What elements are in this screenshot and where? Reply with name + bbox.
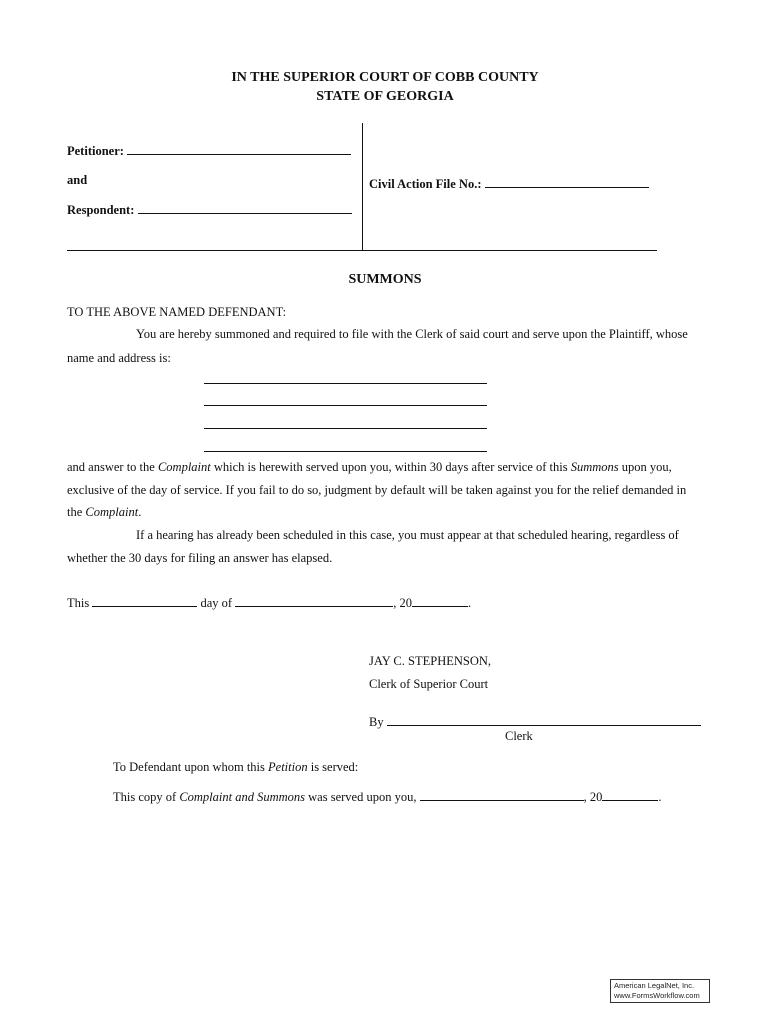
respondent-label: Respondent:	[67, 203, 135, 217]
by-line	[369, 714, 701, 730]
p2-text-b: which is herewith served upon you, within 30 days after service of this	[210, 460, 571, 474]
petitioner-field[interactable]	[127, 143, 351, 155]
p2-line3-complaint: Complaint	[85, 505, 139, 519]
service-line-1	[113, 760, 358, 775]
service-line1-b: is served:	[307, 760, 359, 774]
respondent-row	[67, 202, 352, 218]
civil-action-field[interactable]	[485, 176, 649, 188]
clerk-name: JAY C. STEPHENSON,	[369, 654, 492, 668]
paragraph-3-line-1: If a hearing has already been scheduled in this case, you must appear at that scheduled hearing, regardless of	[136, 528, 679, 542]
stamp-line-1: American LegalNet, Inc.	[614, 981, 695, 990]
date-period: .	[467, 596, 472, 610]
salutation: TO THE ABOVE NAMED DEFENDANT:	[67, 305, 287, 319]
paragraph-1-line-2: name and address is:	[67, 351, 171, 365]
year-field[interactable]	[412, 595, 468, 607]
plaintiff-address-line-3[interactable]	[204, 428, 487, 429]
p2-line3-b: .	[138, 505, 142, 519]
p2-summons: Summons	[570, 460, 619, 474]
paragraph-3-line-2: whether the 30 days for filing an answer has elapsed.	[67, 551, 333, 565]
clerk-label: Clerk	[505, 729, 533, 743]
petitioner-label: Petitioner:	[67, 144, 124, 158]
service-petition: Petition	[268, 760, 308, 774]
service-line2-b: was served upon you,	[305, 790, 420, 804]
service-year-field[interactable]	[602, 789, 658, 801]
month-field[interactable]	[235, 595, 393, 607]
stamp-line-2: www.FormsWorkflow.com	[614, 991, 700, 1000]
civil-action-row	[369, 176, 649, 192]
day-field[interactable]	[92, 595, 197, 607]
p2-text-c: upon you,	[618, 460, 672, 474]
and-label: and	[67, 173, 88, 187]
by-label: By	[369, 715, 384, 729]
p2-line3-a: the	[67, 505, 86, 519]
caption-horizontal-divider	[67, 250, 657, 251]
service-line2-a: This copy of	[113, 790, 180, 804]
service-year-prefix: , 20	[583, 790, 603, 804]
clerk-signature-field[interactable]	[387, 714, 701, 726]
publisher-stamp	[610, 979, 710, 1003]
plaintiff-address-line-2[interactable]	[204, 405, 487, 406]
court-title: IN THE SUPERIOR COURT OF COBB COUNTY	[231, 70, 539, 85]
p2-text-a: and answer to the	[67, 460, 158, 474]
state-title: STATE OF GEORGIA	[316, 89, 454, 104]
service-complaint-summons: Complaint and Summons	[179, 790, 306, 804]
respondent-field[interactable]	[138, 202, 352, 214]
day-of-label: day of	[200, 596, 233, 610]
service-date-field[interactable]	[420, 789, 584, 801]
summons-title: SUMMONS	[348, 272, 422, 287]
paragraph-2-line-3	[67, 505, 141, 520]
petitioner-row	[67, 143, 351, 159]
year-prefix: , 20	[393, 596, 412, 610]
service-period: .	[658, 790, 662, 804]
this-label: This	[67, 596, 90, 610]
p2-complaint: Complaint	[157, 460, 211, 474]
clerk-title: Clerk of Superior Court	[369, 677, 489, 691]
date-line	[67, 595, 471, 611]
paragraph-2-line-1	[67, 460, 672, 475]
paragraph-1-line-1: You are hereby summoned and required to file with the Clerk of said court and serve upon the Plaintiff, whose	[136, 327, 688, 341]
plaintiff-address-line-4[interactable]	[204, 451, 487, 452]
paragraph-2-line-2: exclusive of the day of service. If you fail to do so, judgment by default will be taken against you for the relief demanded in	[67, 483, 687, 497]
caption-vertical-divider	[362, 123, 363, 251]
civil-action-label: Civil Action File No.:	[369, 177, 482, 191]
plaintiff-address-line-1[interactable]	[204, 383, 487, 384]
service-line-2	[113, 789, 661, 805]
service-line1-a: To Defendant upon whom this	[113, 760, 269, 774]
